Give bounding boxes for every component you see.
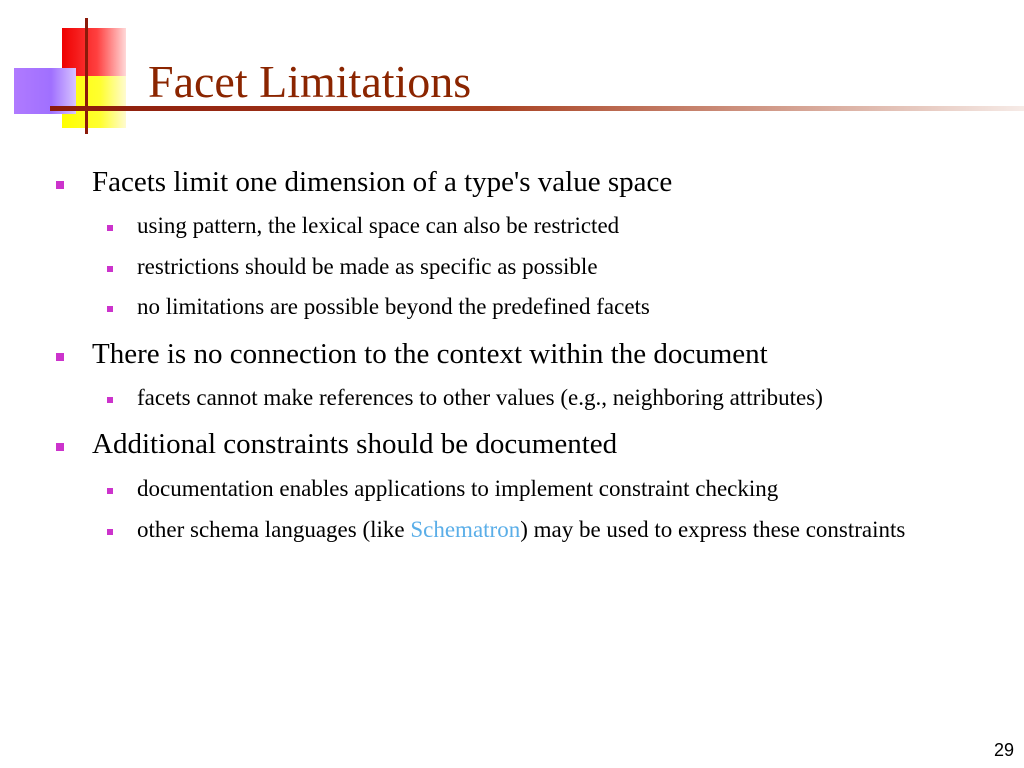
bullet-marker-icon xyxy=(56,353,64,361)
bullet-3: Additional constraints should be documented xyxy=(92,428,618,460)
sub-bullet-marker-icon xyxy=(107,529,113,535)
sub-bullet-3-2 xyxy=(137,513,977,546)
sub-bullet-3-2-before: other schema languages (like xyxy=(137,517,411,542)
sub-bullet-marker-icon xyxy=(107,488,113,494)
bullet-marker-icon xyxy=(56,181,64,189)
sub-bullet-marker-icon xyxy=(107,397,113,403)
bullet-marker-icon xyxy=(56,443,64,451)
bullet-2: There is no connection to the context within the document xyxy=(92,338,768,370)
sub-bullet-marker-icon xyxy=(107,306,113,312)
bullet-1: Facets limit one dimension of a type's value space xyxy=(92,166,673,198)
slide-title: Facet Limitations xyxy=(148,56,472,107)
schematron-link[interactable]: Schematron xyxy=(410,517,521,542)
sub-bullet-3-1: documentation enables applications to implement constraint checking xyxy=(137,476,779,501)
sub-bullet-1-1: using pattern, the lexical space can also be restricted xyxy=(137,213,620,238)
sub-bullet-2-1: facets cannot make references to other values (e.g., neighboring attributes) xyxy=(137,385,823,410)
sub-bullet-marker-icon xyxy=(107,225,113,231)
sub-bullet-1-2: restrictions should be made as specific as possible xyxy=(137,254,598,279)
sub-bullet-marker-icon xyxy=(107,266,113,272)
sub-bullet-3-2-after: ) may be used to express these constraints xyxy=(520,517,906,542)
sub-bullet-1-3: no limitations are possible beyond the predefined facets xyxy=(137,294,650,319)
slide-number: 29 xyxy=(993,740,1014,760)
